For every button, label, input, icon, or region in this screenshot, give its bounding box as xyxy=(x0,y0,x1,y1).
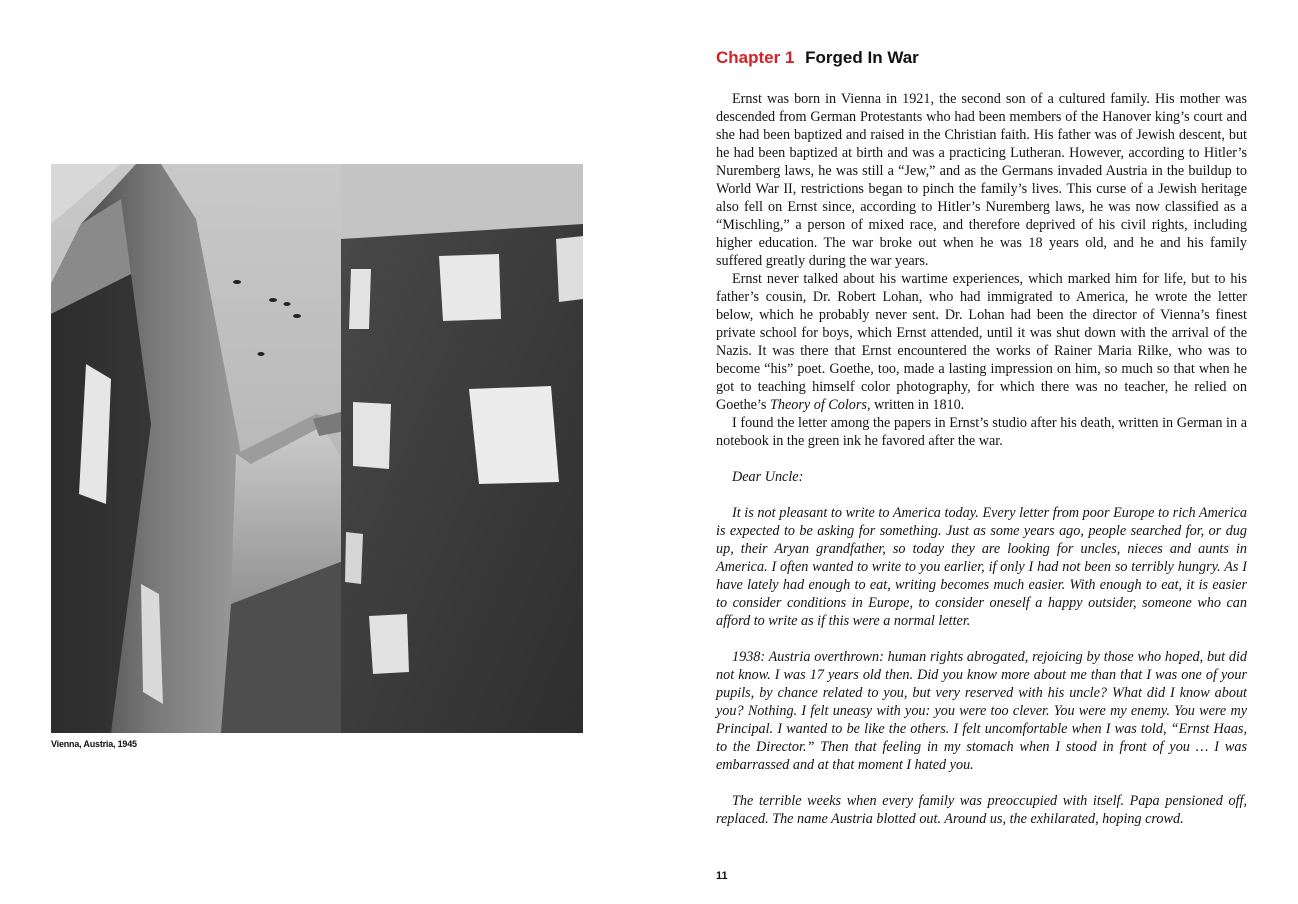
paragraph-2 xyxy=(716,270,1247,414)
chapter-heading xyxy=(716,48,919,68)
photo-vienna-walls xyxy=(51,164,583,733)
paragraph-2-after: , written in 1810. xyxy=(866,397,965,413)
body-text xyxy=(716,90,1247,828)
page-number: 11 xyxy=(716,870,728,882)
photo-caption: Vienna, Austria, 1945 xyxy=(51,739,137,749)
chapter-title: Forged In War xyxy=(805,48,919,67)
book-title: Theory of Colors xyxy=(769,397,867,413)
paragraph-3: I found the letter among the papers in Ernst’s studio after his death, written in German in a notebook in the green ink he favored after the war. xyxy=(716,415,1247,449)
letter-salutation: Dear Uncle: xyxy=(732,469,804,485)
letter-paragraph-2: 1938: Austria overthrown: human rights abrogated, rejoicing by those who hoped, but did not know. I was 17 years old then. Did you know more about me than that I was one of your pupils, by chance related to you, but very reserved with his uncle? What did I know about you? Nothing. I felt uneasy with you: you were too clever. You were my enemy. You were my Principal. I wanted to be like the others. I felt uncomfortable when I was told, “Ernst Haas, to the Director.” Then that feeling in my stomach when I stood in front of you … I was embarrassed and at that moment I hated you. xyxy=(716,649,1247,773)
photo-image xyxy=(51,164,583,733)
paragraph-2-before: Ernst never talked about his wartime experiences, which marked him for life, but to his father’s cousin, Dr. Robert Lohan, who had immigrated to America, he wrote the letter below, which he probably never sent. Dr. Lohan had been the director of Vienna’s finest private school for boys, which Ernst attended, until it was shut down with the arrival of the Nazis. It was there that Ernst encountered the works of Rainer Maria Rilke, who was to become “his” poet. Goethe, too, made a lasting impression on him, so much so that when he got to teaching himself color photography, for which there was no teacher, he relied on Goethe’s xyxy=(716,271,1247,413)
paragraph-1: Ernst was born in Vienna in 1921, the second son of a cultured family. His mother was descended from German Protestants who had been members of the Hanover king’s court and she had been baptized and raised in the Christian faith. His father was of Jewish descent, but he had been baptized at birth and was a practicing Lutheran. However, according to Hitler’s Nuremberg laws, he was still a “Jew,” and as the Germans invaded Austria in the buildup to World War II, restrictions began to pinch the family’s lives. This curse of a Jewish heritage also fell on Ernst since, according to Hitler’s Nuremberg laws, he was now classified as a “Mischling,” a person of mixed race, and therefore deprived of his civil rights, including higher education. The war broke out when he was 18 years old, and he and his family suffered greatly during the war years. xyxy=(716,91,1247,269)
chapter-number: Chapter 1 xyxy=(716,48,795,67)
letter-paragraph-3: The terrible weeks when every family was preoccupied with itself. Papa pensioned off, replaced. The name Austria blotted out. Around us, the exhilarated, hoping crowd. xyxy=(716,793,1247,827)
letter-paragraph-1: It is not pleasant to write to America today. Every letter from poor Europe to rich America is expected to be asking for something. Just as some years ago, people searched for, or dug up, their Aryan grandfather, so today they are looking for uncles, nieces and aunts in America. I often wanted to write to you earlier, if only I had not been so terribly hungry. As I have lately had enough to eat, writing becomes much easier. With enough to eat, it is easier to consider conditions in Europe, to consider oneself a happy outsider, someone who can afford to write as if this were a normal letter. xyxy=(716,505,1247,629)
